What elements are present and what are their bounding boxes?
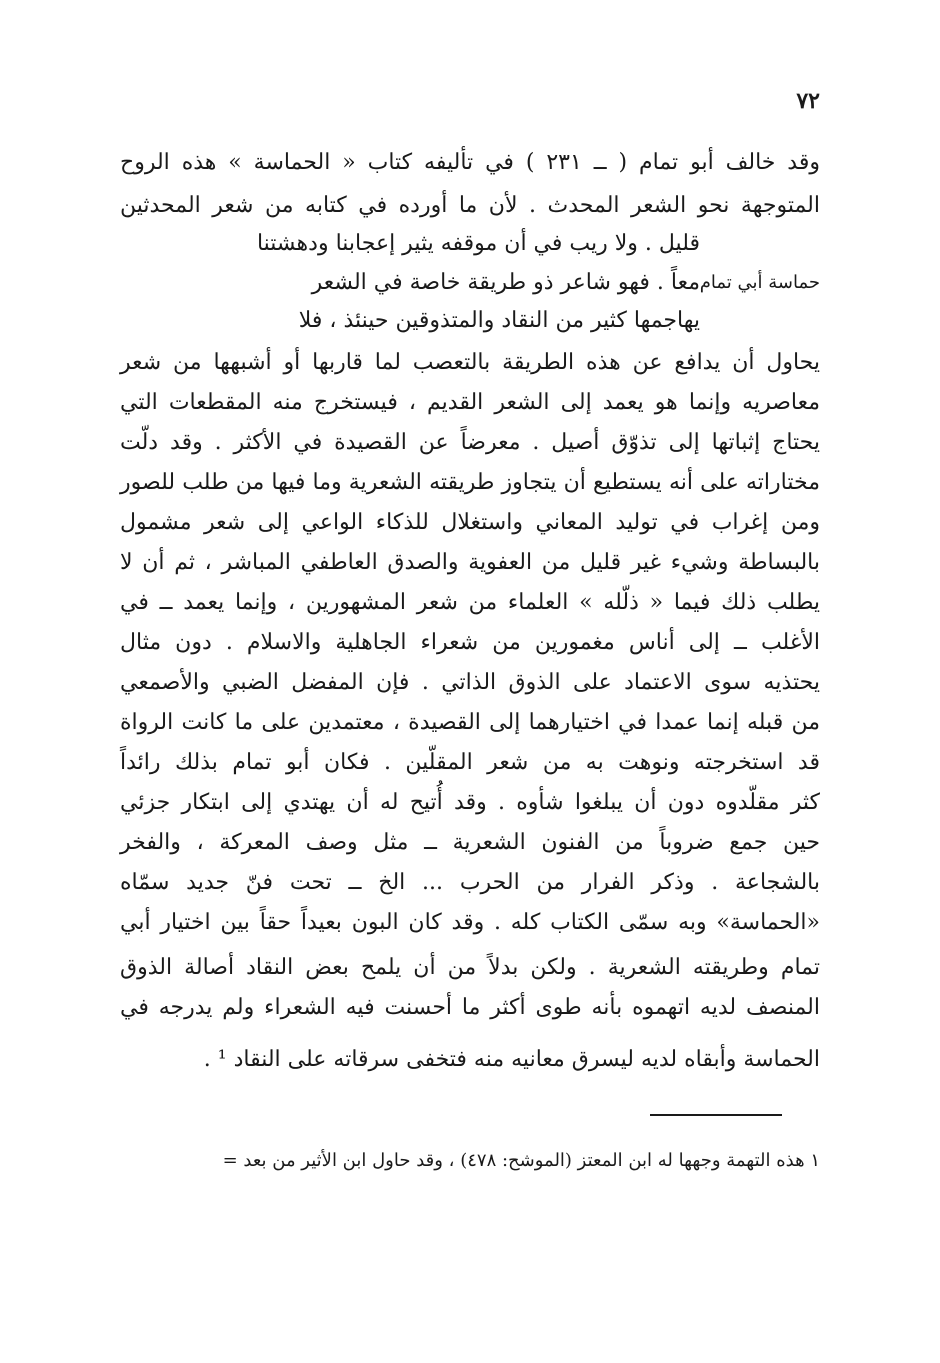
text-line: من قبله إنما عمدا في اختيارهما إلى القصيدة ، معتمدين على ما كانت الرواة — [120, 710, 820, 735]
text-line: معاصريه وإنما هو يعمد إلى الشعر القديم ، فيستخرج منه المقطعات التي — [120, 390, 820, 415]
text-line: يحتاج إثباتها إلى تذوّق أصيل . معرضاً عن القصيدة في الأكثر . وقد دلّت — [120, 430, 820, 455]
text-line: الأغلب ــ إلى أناس مغمورين من شعراء الجاهلية والاسلام . دون مثال — [120, 630, 820, 655]
text-line: الحماسة وأبقاه لديه ليسرق معانيه منه فتخفى سرقاته على النقاد ¹ . — [203, 1047, 820, 1072]
text-line: ومن إغراب في توليد المعاني واستغلال للذكاء الواعي إلى شعر مشمول — [120, 510, 820, 535]
text-line: «الحماسة» وبه سمّى الكتاب كله . وقد كان البون بعيداً حقاً بين اختيار أبي — [120, 910, 820, 935]
page-number: ٧٢ — [796, 88, 820, 114]
text-line: تمام وطريقته الشعرية . ولكن بدلاً من أن يلمح بعض النقاد أصالة الذوق — [120, 955, 820, 980]
text-line: يهاجمها كثير من النقاد والمتذوقين حينئذ ، فلا — [298, 308, 700, 333]
margin-note: حماسة أبي تمام — [699, 272, 820, 293]
text-line: يحتذيه سوى الاعتماد على الذوق الذاتي . فإن المفضل الضبي والأصمعي — [120, 670, 820, 695]
text-line: المتوجهة نحو الشعر المحدث . لأن ما أورده في كتابه من شعر المحدثين — [120, 193, 820, 218]
footnote: ١ هذه التهمة وجهها له ابن المعتز (الموشح: ٤٧٨) ، وقد حاول ابن الأثير من بعد = — [222, 1150, 820, 1171]
text-line: مختاراته على أنه يستطيع أن يتجاوز طريقته الشعرية وما فيها من طلب للصور — [120, 470, 820, 495]
text-line: قليل . ولا ريب في أن موقفه يثير إعجابنا ودهشتنا — [256, 231, 700, 256]
text-line: يطلب ذلك فيما « ذلّله » العلماء من شعر المشهورين ، وإنما يعمد ــ في — [120, 590, 820, 615]
footnote-separator — [650, 1114, 782, 1116]
text-line: كثر مقلّدوه دون أن يبلغوا شأوه . وقد أُتيح له أن يهتدي إلى ابتكار جزئي — [120, 790, 820, 815]
text-line: حين جمع ضروباً من الفنون الشعرية ــ مثل وصف المعركة ، والفخر — [120, 830, 820, 855]
text-line: معاً . فهو شاعر ذو طريقة خاصة في الشعر — [311, 270, 700, 295]
text-line: بالبساطة وشيء غير قليل من العفوية والصدق العاطفي المباشر ، ثم أن لا — [120, 550, 820, 575]
text-line: بالشجاعة . وذكر الفرار من الحرب ... الخ ــ تحت فنّ جديد سمّاه — [120, 870, 820, 895]
text-line: قد استخرجته ونوهت به من شعر المقلّين . فكان أبو تمام بذلك رائداً — [120, 750, 820, 775]
text-line: المنصف لديه اتهموه بأنه طوى أكثر ما أحسنت فيه الشعراء ولم يدرجه في — [120, 995, 820, 1020]
text-line: وقد خالف أبو تمام ( ــ ٢٣١ ) في تأليفه كتاب « الحماسة » هذه الروح — [120, 150, 820, 175]
text-line: يحاول أن يدافع عن هذه الطريقة بالتعصب لما قاربها أو أشبهها من شعر — [120, 350, 820, 375]
